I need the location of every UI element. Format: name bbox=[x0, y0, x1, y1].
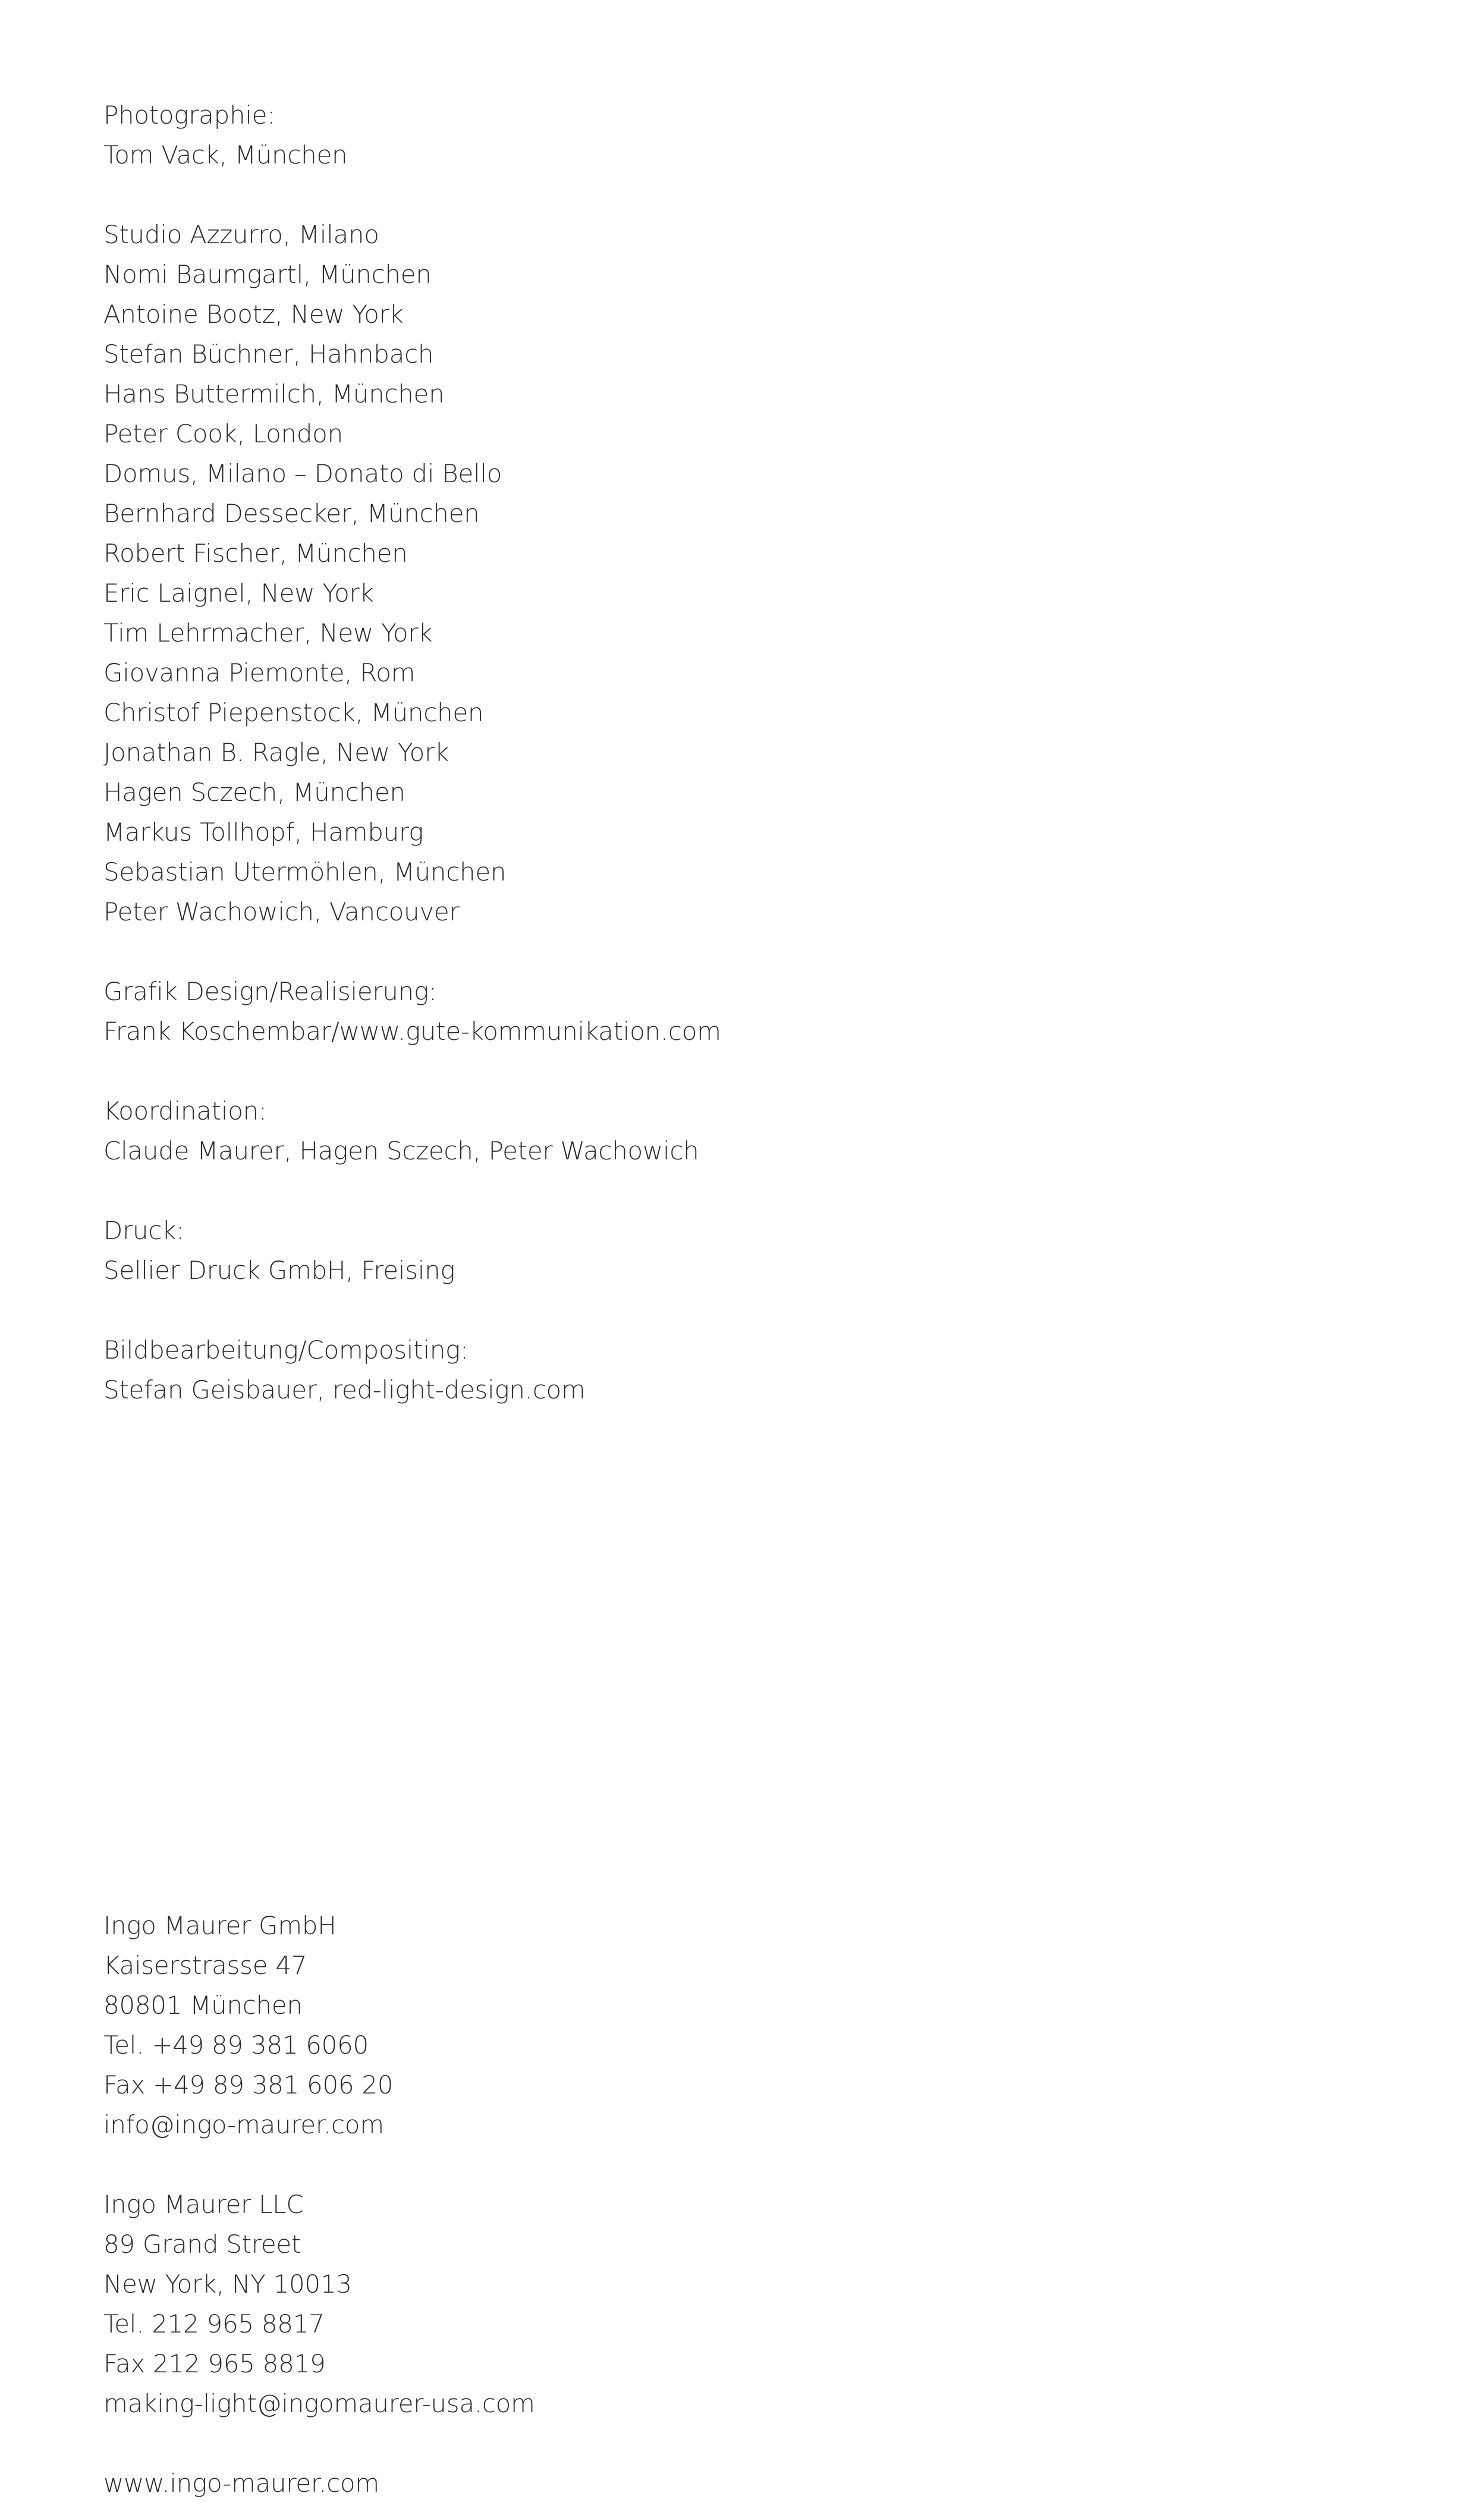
list-item: Tim Lehrmacher, New York bbox=[103, 618, 433, 647]
list-item: Peter Wachowich, Vancouver bbox=[103, 897, 460, 926]
fax-number: Fax +49 89 381 606 20 bbox=[103, 2070, 394, 2099]
email-link[interactable]: info@ingo-maurer.com bbox=[103, 2110, 384, 2139]
phone-number: Tel. +49 89 381 6060 bbox=[103, 2030, 369, 2060]
street-address: Kaiserstrasse 47 bbox=[103, 1951, 307, 1980]
list-item: Giovanna Piemonte, Rom bbox=[103, 658, 416, 687]
list-item: Sebastian Utermöhlen, München bbox=[103, 857, 507, 887]
list-item: Bernhard Dessecker, München bbox=[103, 499, 480, 528]
credits-section bbox=[103, 95, 721, 1410]
photographer-list bbox=[103, 215, 721, 932]
website-link[interactable]: www.ingo-maurer.com bbox=[103, 2469, 379, 2498]
company-name: Ingo Maurer GmbH bbox=[103, 1911, 337, 1940]
fax-number: Fax 212 965 8819 bbox=[103, 2349, 326, 2378]
list-item: Domus, Milano – Donato di Bello bbox=[103, 459, 502, 488]
spacer bbox=[103, 1290, 721, 1330]
list-item: Studio Azzurro, Milano bbox=[103, 220, 379, 249]
list-item: Antoine Bootz, New York bbox=[103, 300, 404, 329]
photography-heading: Photographie: bbox=[103, 100, 276, 130]
spacer bbox=[103, 1051, 721, 1091]
city-address: 80801 München bbox=[103, 1991, 303, 2020]
spacer bbox=[103, 1171, 721, 1211]
spacer bbox=[103, 2145, 535, 2184]
coordination-value: Claude Maurer, Hagen Sczech, Peter Wachowich bbox=[103, 1136, 699, 1165]
main-photographer: Tom Vack, München bbox=[103, 140, 348, 169]
list-item: Christof Piepenstock, München bbox=[103, 698, 484, 727]
spacer bbox=[103, 2423, 535, 2463]
email-link[interactable]: making-light@ingomaurer-usa.com bbox=[103, 2389, 535, 2418]
design-value: Frank Koschembar/www.gute-kommunikation.com bbox=[103, 1017, 721, 1046]
list-item: Nomi Baumgartl, München bbox=[103, 260, 432, 289]
list-item: Markus Tollhopf, Hamburg bbox=[103, 818, 424, 847]
address-section bbox=[103, 1906, 535, 2503]
list-item: Eric Laignel, New York bbox=[103, 579, 374, 608]
street-address: 89 Grand Street bbox=[103, 2230, 301, 2259]
print-value: Sellier Druck GmbH, Freising bbox=[103, 1256, 455, 1285]
coordination-heading: Koordination: bbox=[103, 1096, 267, 1126]
address-usa bbox=[103, 2184, 535, 2423]
list-item: Stefan Büchner, Hahnbach bbox=[103, 339, 434, 369]
list-item: Jonathan B. Ragle, New York bbox=[103, 738, 449, 767]
print-heading: Druck: bbox=[103, 1216, 184, 1245]
address-germany bbox=[103, 1906, 535, 2145]
spacer bbox=[103, 175, 721, 215]
phone-number: Tel. 212 965 8817 bbox=[103, 2309, 325, 2338]
imaging-heading: Bildbearbeitung/Compositing: bbox=[103, 1335, 469, 1365]
list-item: Robert Fischer, München bbox=[103, 539, 408, 568]
city-address: New York, NY 10013 bbox=[103, 2269, 352, 2299]
design-heading: Grafik Design/Realisierung: bbox=[103, 977, 437, 1006]
list-item: Hans Buttermilch, München bbox=[103, 379, 445, 408]
company-name: Ingo Maurer LLC bbox=[103, 2190, 304, 2219]
spacer bbox=[103, 932, 721, 972]
list-item: Peter Cook, London bbox=[103, 419, 343, 448]
imaging-value: Stefan Geisbauer, red-light-design.com bbox=[103, 1375, 586, 1404]
list-item: Hagen Sczech, München bbox=[103, 778, 405, 807]
